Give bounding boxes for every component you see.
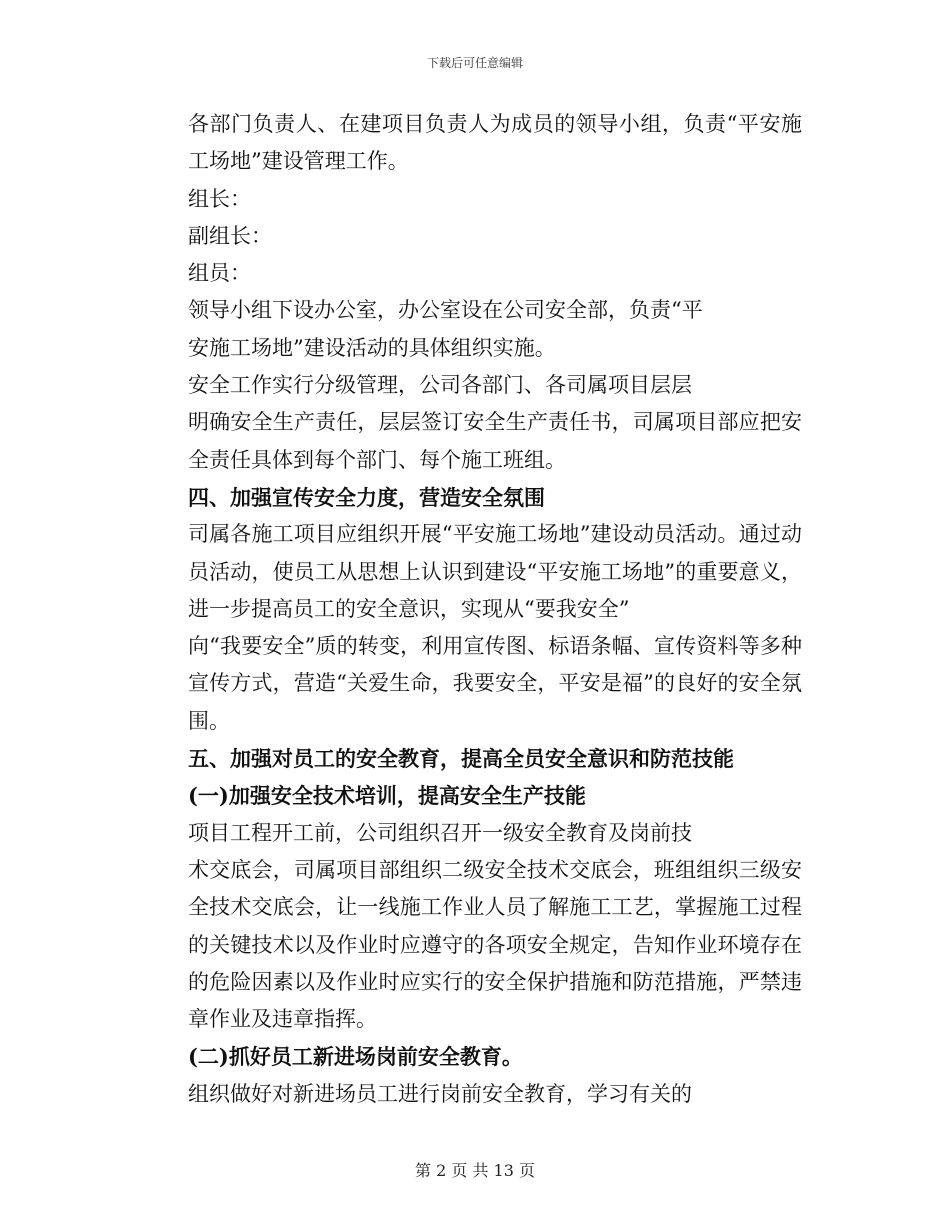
paragraph-transformation: 向“我要安全”质的转变，利用宣传图、标语条幅、宣传资料等多种宣传方式，营造“关爱生命，我要安全，平安是福”的良好的安全氛围。 bbox=[188, 634, 802, 733]
paragraph-technical-briefing: 术交底会，司属项目部组织二级安全技术交底会，班组组织三级安全技术交底会，让一线施工作业人员了解施工工艺，掌握施工过程的关键技术以及作业时应遵守的各项安全规定，告知作业环境存在的危险因素以及作业时应实行的安全保护措施和防范措施，严禁违章作业及违章指挥。 bbox=[188, 857, 802, 1032]
section-heading-publicity: 四、加强宣传安全力度，营造安全氛围 bbox=[188, 484, 545, 510]
section-heading-education: 五、加强对员工的安全教育，提高全员安全意识和防范技能 bbox=[188, 746, 734, 772]
paragraph-new-staff-education: 组织做好对新进场员工进行岗前安全教育，学习有关的 bbox=[188, 1081, 692, 1106]
subsection-heading-training: (一)加强安全技术培训，提高安全生产技能 bbox=[188, 783, 586, 809]
paragraph-office-continued: 安施工场地”建设活动的具体组织实施。 bbox=[188, 335, 556, 360]
paragraph-mobilization: 司属各施工项目应组织开展“平安施工场地”建设动员活动。通过动员活动，使员工从思想上认识到建设“平安施工场地”的重要意义，进一步提高员工的安全意识，实现从“要我安全” bbox=[188, 522, 802, 621]
subsection-heading-new-staff: (二)抓好员工新进场岗前安全教育。 bbox=[188, 1044, 523, 1070]
document-body bbox=[142, 106, 802, 1113]
paragraph-deputy-leader: 副组长： bbox=[188, 223, 272, 248]
paragraph-group-leader: 组长： bbox=[188, 186, 251, 211]
page-footer: 第 2 页 共 13 页 bbox=[415, 1161, 535, 1180]
paragraph-tiered-management: 安全工作实行分级管理，公司各部门、各司属项目层层 bbox=[188, 373, 692, 398]
page-header: 下载后可任意编辑 bbox=[426, 56, 523, 70]
paragraph-responsibility: 明确安全生产责任，层层签订安全生产责任书，司属项目部应把安全责任具体到每个部门、每个施工班组。 bbox=[188, 410, 802, 472]
paragraph-office: 领导小组下设办公室，办公室设在公司安全部，负责“平 bbox=[188, 298, 703, 323]
paragraph-pre-start: 项目工程开工前，公司组织召开一级安全教育及岗前技 bbox=[188, 820, 692, 845]
paragraph-members: 组员： bbox=[188, 261, 251, 286]
paragraph-leadership-group: 各部门负责人、在建项目负责人为成员的领导小组，负责“平安施工场地”建设管理工作。 bbox=[188, 112, 802, 174]
